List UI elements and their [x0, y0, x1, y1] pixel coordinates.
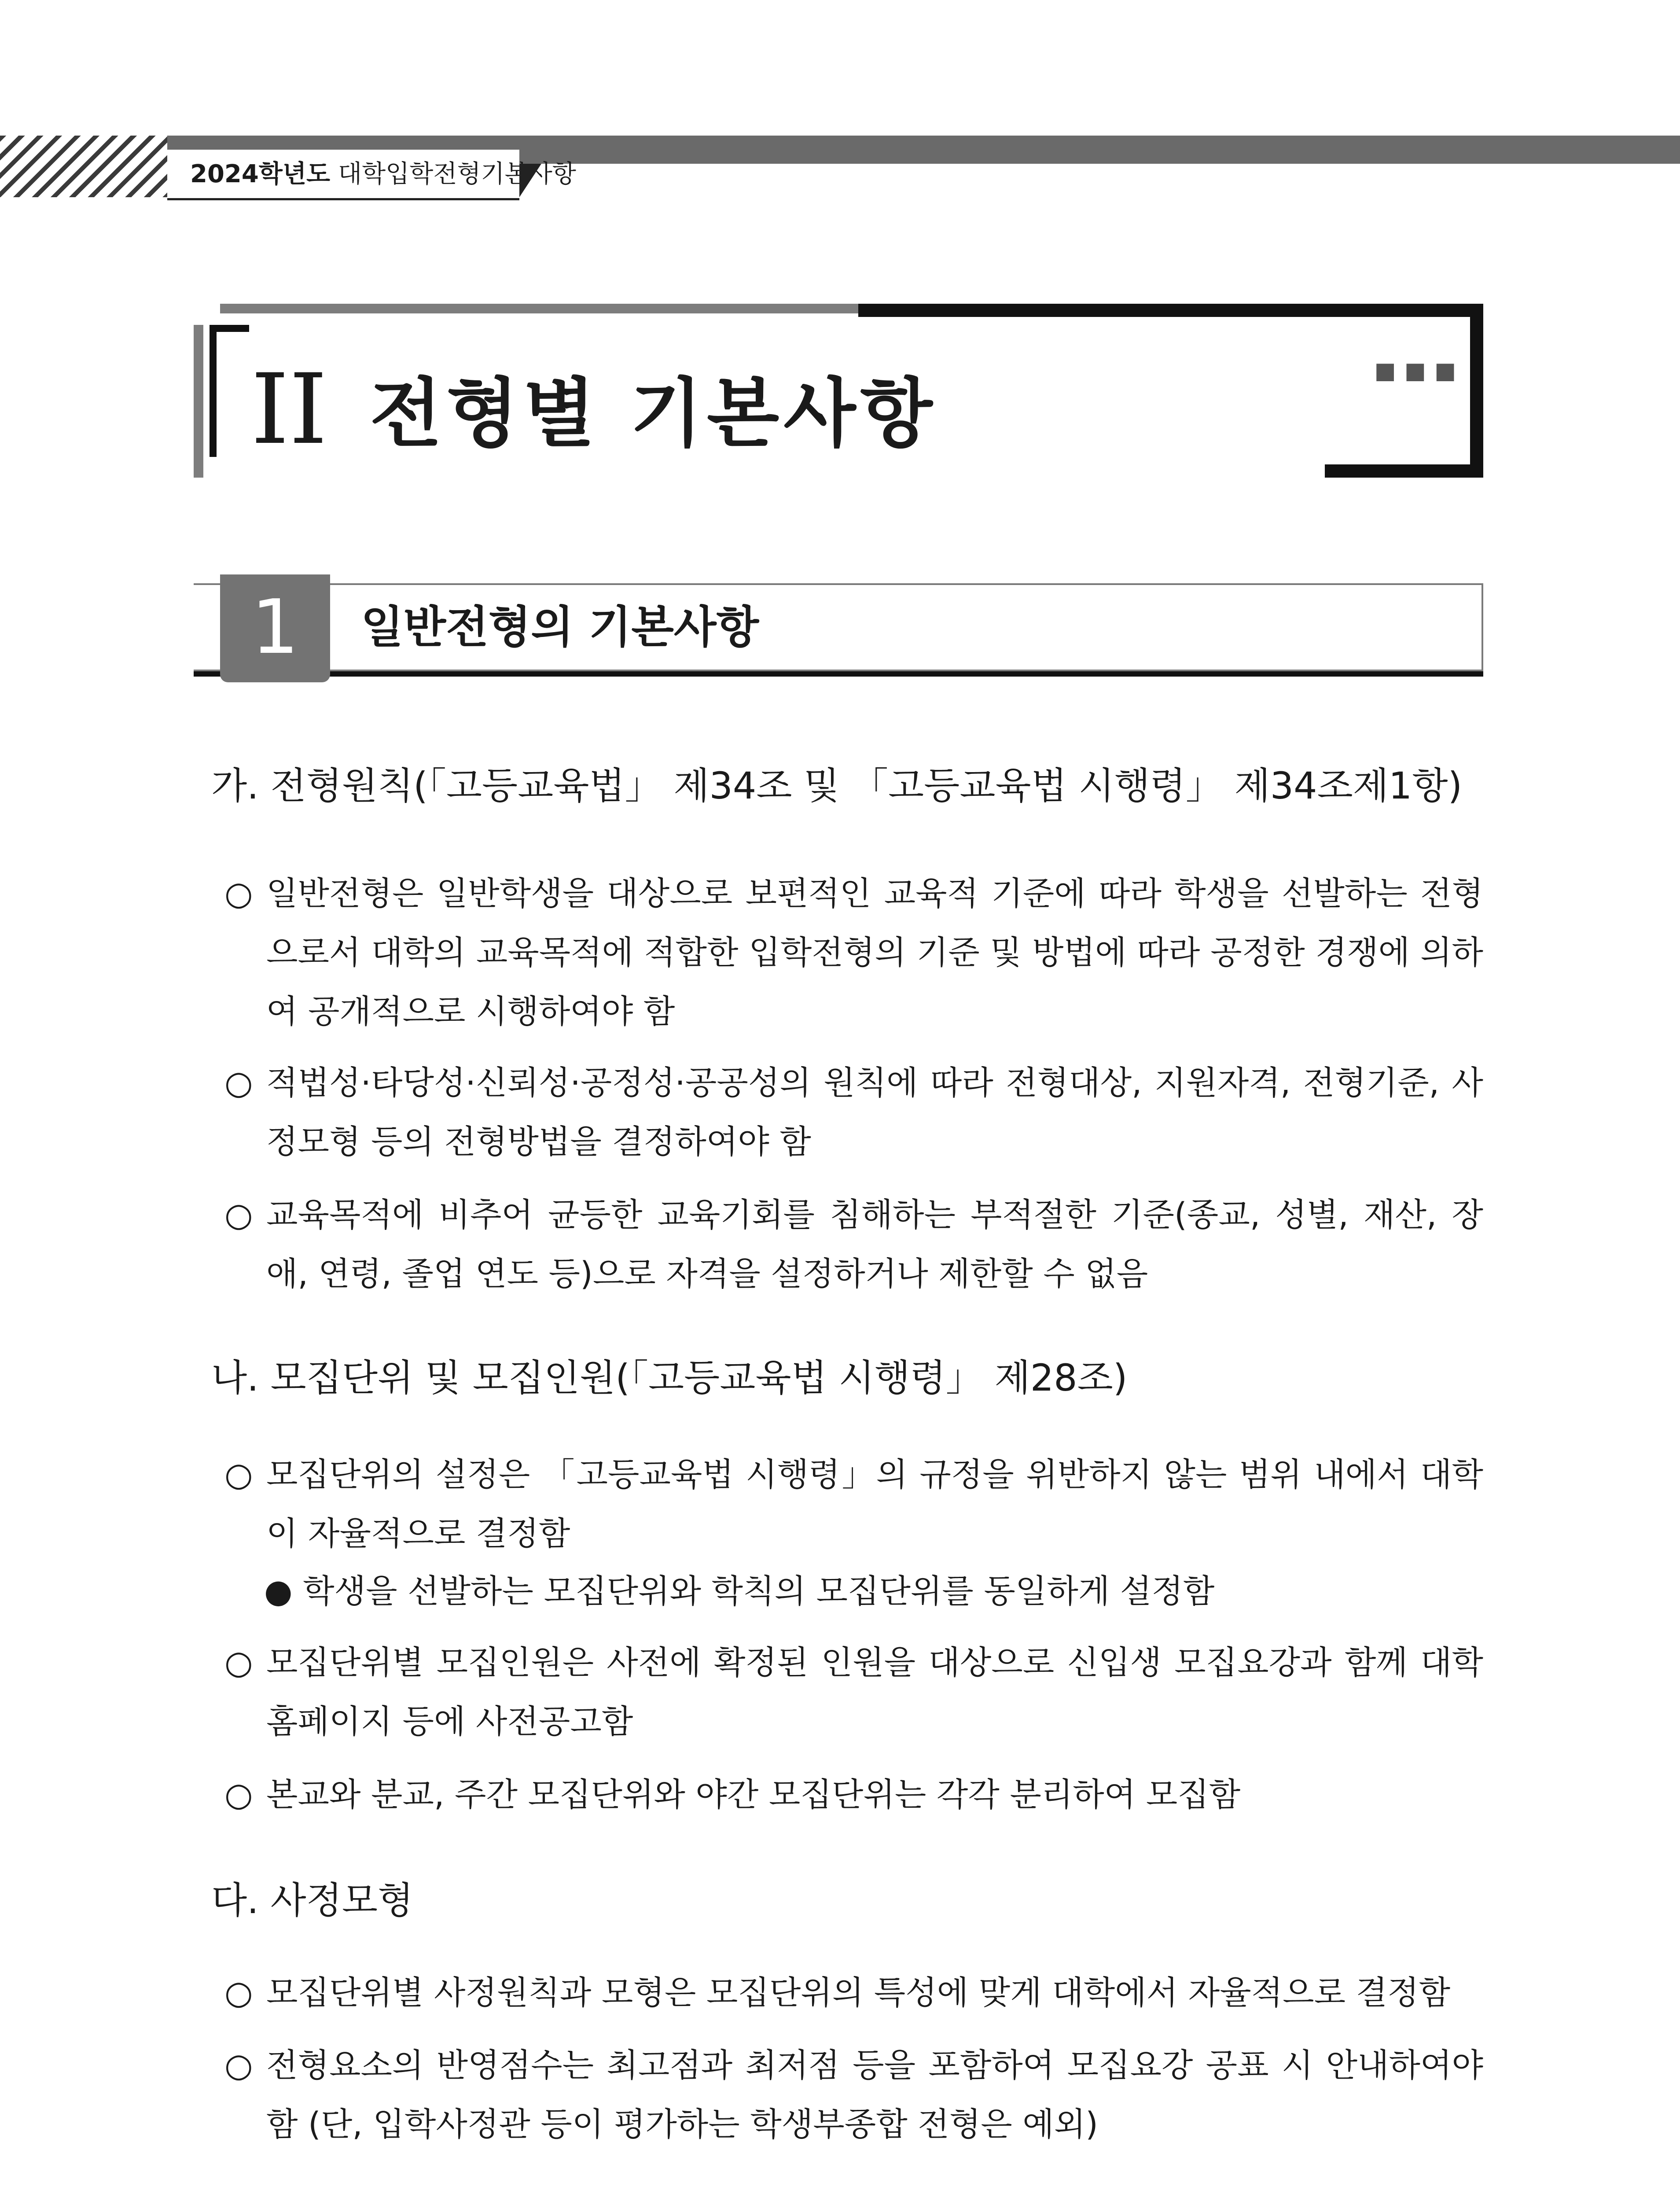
circle-marker: ○ — [224, 1456, 253, 1494]
header-stripe-decoration — [0, 136, 167, 197]
list-item-text: 일반전형은 일반학생을 대상으로 보편적인 교육적 기준에 따라 학생을 선발하는 전형으로서 대학의 교육목적에 적합한 입학전형의 기준 및 방법에 따라 공정한 경쟁에 의하여 공개적으로 시행하여야 함 — [266, 875, 1483, 1031]
list-item-text: 적법성·타당성·신뢰성·공정성·공공성의 원칙에 따라 전형대상, 지원자격, 전형기준, 사정모형 등의 전형방법을 결정하여야 함 — [266, 1064, 1483, 1161]
list-item — [224, 1633, 1483, 1751]
frame-line — [1470, 304, 1483, 478]
subsection-heading: 다. 사정모형 — [211, 1879, 414, 1922]
subsection-heading: 나. 모집단위 및 모집인원(「고등교육법 시행령」 제28조) — [211, 1356, 1128, 1399]
circle-marker: ○ — [224, 1064, 253, 1102]
list-item — [224, 1765, 1483, 1824]
list-item-text: 모집단위별 사정원칙과 모형은 모집단위의 특성에 맞게 대학에서 자율적으로 결정함 — [266, 1974, 1451, 2012]
list-item-text: 본교와 분교, 주간 모집단위와 야간 모집단위는 각각 분리하여 모집함 — [266, 1776, 1241, 1814]
chapter-title: 전형별 기본사항 — [370, 370, 937, 457]
section-number-badge — [220, 574, 330, 682]
list-item — [224, 1053, 1483, 1171]
bullet-marker: ● — [264, 1572, 293, 1610]
list-item — [224, 1963, 1483, 2022]
sub-bullet-item — [264, 1562, 1214, 1621]
section-number: 1 — [251, 584, 299, 671]
frame-line — [210, 325, 217, 457]
chapter-title-box — [194, 304, 1483, 478]
list-item-text: 전형요소의 반영점수는 최고점과 최저점 등을 포함하여 모집요강 공표 시 안내하여야 함 (단, 입학사정관 등이 평가하는 학생부종합 전형은 예외) — [266, 2046, 1483, 2143]
list-item — [224, 864, 1483, 1041]
circle-marker: ○ — [224, 2046, 253, 2084]
frame-line — [1325, 464, 1483, 478]
frame-line — [858, 304, 1483, 317]
chapter-numeral: II — [251, 353, 327, 466]
sub-bullet-text: 학생을 선발하는 모집단위와 학칙의 모집단위를 동일하게 설정함 — [303, 1572, 1215, 1610]
circle-marker: ○ — [224, 1196, 253, 1234]
list-item — [224, 2036, 1483, 2154]
frame-line — [210, 325, 249, 332]
circle-marker: ○ — [224, 875, 253, 913]
header-wedge-decoration — [519, 164, 541, 197]
list-item — [224, 1445, 1483, 1563]
list-item-text: 교육목적에 비추어 균등한 교육기회를 침해하는 부적절한 기준(종교, 성별, 재산, 장애, 연령, 졸업 연도 등)으로 자격을 설정하거나 제한할 수 없음 — [266, 1196, 1483, 1293]
running-header — [167, 150, 576, 200]
list-item — [224, 1185, 1483, 1303]
circle-marker: ○ — [224, 1644, 253, 1682]
header-title: 대학입학전형기본사항 — [338, 160, 576, 188]
section-underline — [194, 671, 1483, 677]
circle-marker: ○ — [224, 1776, 253, 1814]
subsection-heading: 가. 전형원칙(「고등교육법」 제34조 및 「고등교육법 시행령」 제34조제1항) — [211, 764, 1463, 807]
list-item-text: 모집단위별 모집인원은 사전에 확정된 인원을 대상으로 신입생 모집요강과 함께 대학 홈페이지 등에 사전공고함 — [266, 1644, 1483, 1741]
circle-marker: ○ — [224, 1974, 253, 2012]
chapter-dots-decoration: ▪▪▪ — [1373, 349, 1463, 390]
running-header-text — [190, 160, 576, 188]
header-year: 2024학년도 — [190, 160, 331, 188]
frame-line — [220, 304, 858, 313]
list-item-text: 모집단위의 설정은 「고등교육법 시행령」의 규정을 위반하지 않는 범위 내에서 대학이 자율적으로 결정함 — [266, 1456, 1483, 1553]
frame-line — [194, 325, 203, 478]
section-title: 일반전형의 기본사항 — [361, 601, 759, 653]
section-heading — [194, 574, 1483, 685]
